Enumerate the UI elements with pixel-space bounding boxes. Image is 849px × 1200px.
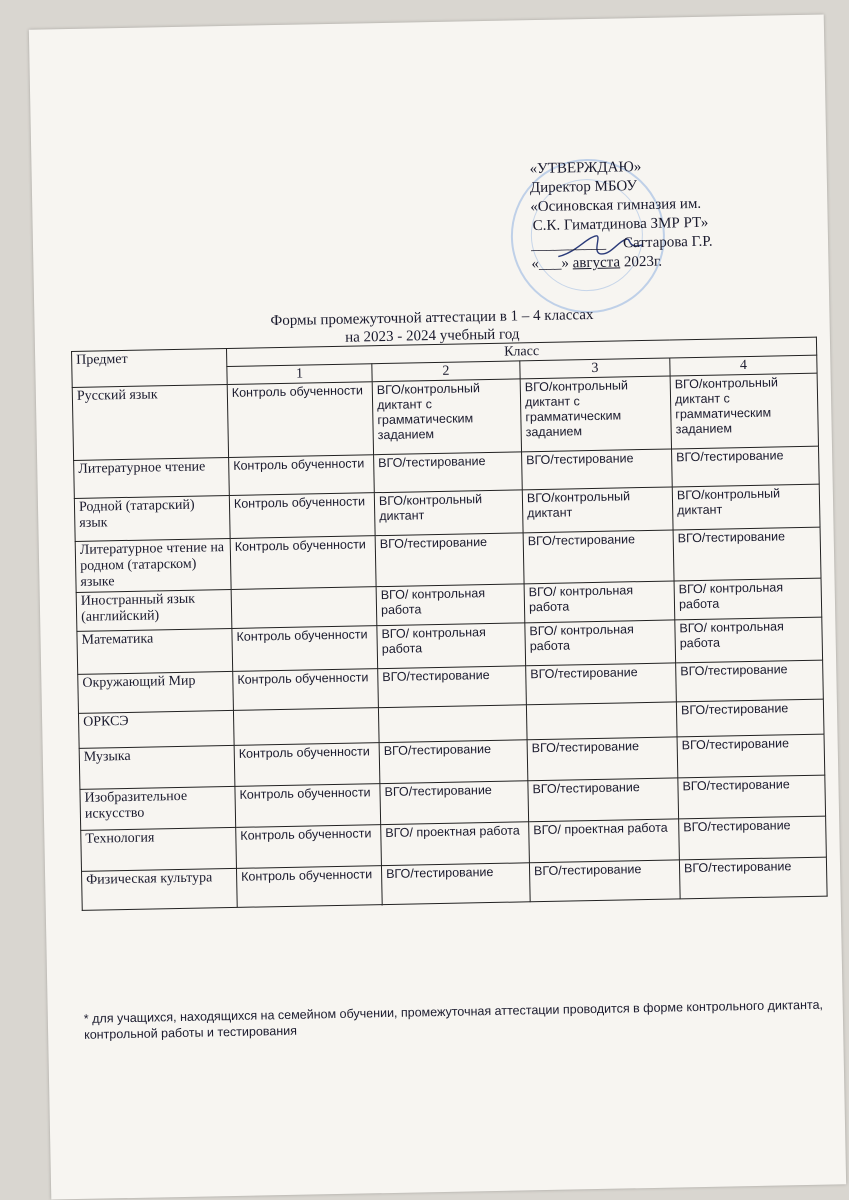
form-cell-class-2: ВГО/тестирование <box>375 533 524 587</box>
form-cell-class-1: Контроль обученности <box>230 536 376 590</box>
form-cell-class-1: Контроль обученности <box>236 866 382 908</box>
form-cell-class-3 <box>526 702 677 740</box>
form-cell-class-2: ВГО/контрольный диктант <box>374 490 523 536</box>
subject-cell: Окружающий Мир <box>78 671 234 713</box>
form-cell-class-1: Контроль обученности <box>229 455 375 496</box>
title-line2: на 2023 - 2024 учебный год <box>344 326 520 346</box>
form-cell-class-4: ВГО/тестирование <box>679 816 827 860</box>
form-cell-class-1: Контроль обученности <box>233 669 379 711</box>
class-number: 1 <box>227 364 372 385</box>
form-cell-class-3: ВГО/тестирование <box>527 737 678 781</box>
form-cell-class-1 <box>233 708 379 746</box>
footnote: * для учащихся, находящихся на семейном обучении, промежуточная аттестации проводится в форме контрольного диктанта, контрольной работы и тестирования <box>83 997 824 1042</box>
subject-cell: Литературное чтение <box>74 457 230 498</box>
form-cell-class-1: Контроль обученности <box>234 743 380 787</box>
form-cell-class-1: Контроль обученности <box>236 825 382 869</box>
form-cell-class-2: ВГО/тестирование <box>374 452 523 493</box>
form-cell-class-3: ВГО/ контрольная работа <box>525 620 676 666</box>
class-number: 2 <box>372 361 520 382</box>
subject-cell: Иностранный язык (английский) <box>76 589 232 631</box>
subject-cell: Музыка <box>79 745 235 789</box>
form-cell-class-3: ВГО/контрольный диктант с грамматическим заданием <box>520 376 671 452</box>
form-cell-class-2: ВГО/тестирование <box>380 781 529 825</box>
attestation-table <box>71 337 828 911</box>
form-cell-class-4: ВГО/тестирование <box>673 527 821 581</box>
form-cell-class-3: ВГО/тестирование <box>522 449 673 490</box>
subject-header: Предмет <box>72 349 228 388</box>
form-cell-class-4: ВГО/тестирование <box>676 660 824 702</box>
form-cell-class-3: ВГО/тестирование <box>523 530 674 584</box>
form-cell-class-2: ВГО/тестирование <box>379 740 528 784</box>
director-name: Саттарова Г.Р. <box>622 233 713 252</box>
form-cell-class-4: ВГО/ контрольная работа <box>674 578 822 620</box>
subject-cell: Русский язык <box>72 384 228 460</box>
form-cell-class-1: Контроль обученности <box>229 493 375 539</box>
form-cell-class-3: ВГО/контрольный диктант <box>522 487 673 533</box>
form-cell-class-4: ВГО/тестирование <box>679 857 827 899</box>
approval-heading: «УТВЕРЖДАЮ» <box>529 159 642 178</box>
form-cell-class-1: Контроль обученности <box>227 382 373 458</box>
subject-cell: Изобразительное искусство <box>80 786 236 830</box>
form-cell-class-3: ВГО/ контрольная работа <box>524 581 675 623</box>
approval-block <box>529 156 761 274</box>
form-cell-class-3: ВГО/тестирование <box>526 663 677 705</box>
document-page <box>29 14 846 1199</box>
form-cell-class-4: ВГО/тестирование <box>672 446 820 487</box>
form-cell-class-4: ВГО/ контрольная работа <box>675 617 823 663</box>
form-cell-class-2: ВГО/тестирование <box>378 666 527 708</box>
form-cell-class-4: ВГО/тестирование <box>676 699 824 737</box>
form-cell-class-2: ВГО/ контрольная работа <box>376 584 525 626</box>
form-cell-class-4: ВГО/контрольный диктант с грамматическим заданием <box>670 373 818 449</box>
form-cell-class-2: ВГО/ контрольная работа <box>377 623 526 669</box>
subject-cell: Родной (татарский) язык <box>74 495 230 541</box>
form-cell-class-2 <box>378 705 527 743</box>
subject-cell: Физическая культура <box>82 868 238 910</box>
date-month: августа <box>572 254 621 272</box>
form-cell-class-1: Контроль обученности <box>235 784 381 828</box>
subject-cell: Литературное чтение на родном (татарском) языке <box>75 538 231 592</box>
title-line1: Формы промежуточной аттестации в 1 – 4 классах <box>270 306 594 330</box>
form-cell-class-3: ВГО/ проектная работа <box>529 819 680 863</box>
date-year: 2023г. <box>619 253 663 271</box>
approval-school-line2: С.К. Гиматдинова ЗМР РТ» <box>532 214 709 235</box>
subject-cell: Математика <box>77 628 233 674</box>
form-cell-class-4: ВГО/тестирование <box>678 775 826 819</box>
signature-line: __________ Саттарова Г.Р. <box>530 233 713 254</box>
date-day: «___» <box>531 255 573 273</box>
approval-school-line1: «Осиновская гимназия им. <box>530 195 702 216</box>
class-header: Класс <box>226 337 816 366</box>
form-cell-class-4: ВГО/контрольный диктант <box>672 484 820 530</box>
form-cell-class-2: ВГО/ проектная работа <box>381 822 530 866</box>
form-cell-class-3: ВГО/тестирование <box>528 778 679 822</box>
form-cell-class-2: ВГО/контрольный диктант с грамматическим заданием <box>372 379 521 455</box>
form-cell-class-3: ВГО/тестирование <box>529 860 680 902</box>
subject-cell: ОРКСЭ <box>78 710 234 748</box>
class-number: 3 <box>520 358 670 379</box>
form-cell-class-4: ВГО/тестирование <box>677 734 825 778</box>
form-cell-class-1: Контроль обученности <box>232 626 378 672</box>
form-cell-class-1 <box>231 587 377 629</box>
form-cell-class-2: ВГО/тестирование <box>381 863 530 905</box>
subject-cell: Технология <box>81 827 237 871</box>
approval-position: Директор МБОУ <box>529 178 638 197</box>
class-number: 4 <box>670 355 817 376</box>
